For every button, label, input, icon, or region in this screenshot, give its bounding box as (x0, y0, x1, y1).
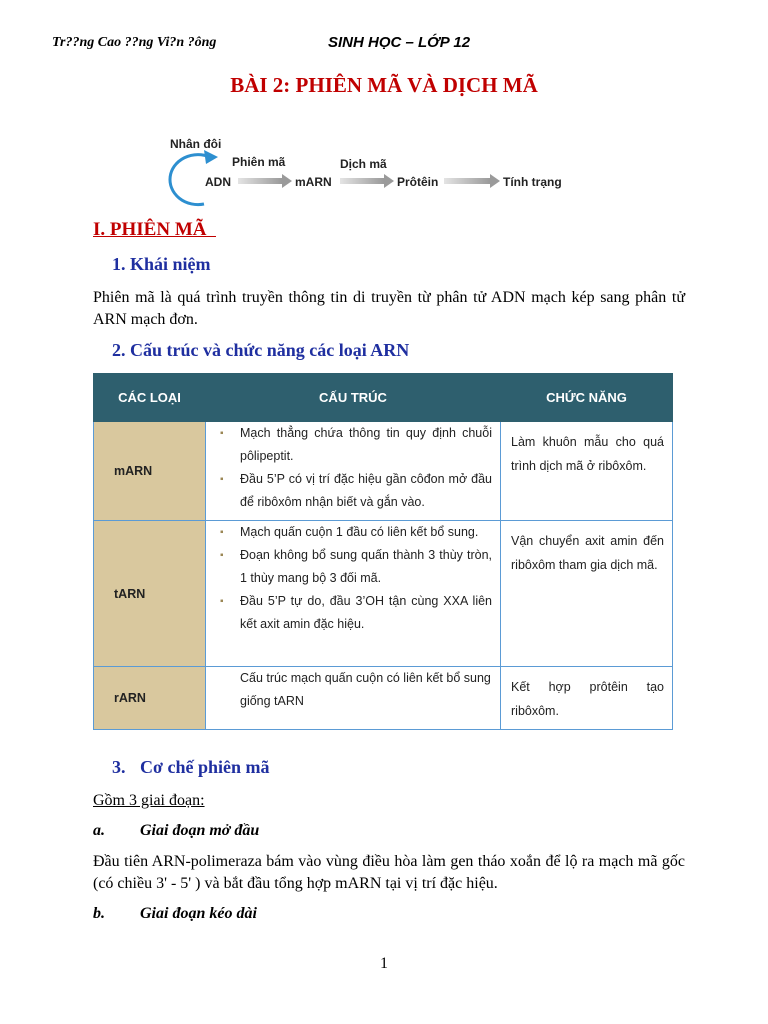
structure-bullet: ▪ Đầu 5’P có vị trí đặc hiệu gần côđon mở đầu để ribôxôm nhận biết và gắn vào. (240, 468, 492, 514)
structure-cell (206, 667, 501, 730)
type-cell: rARN (94, 667, 206, 730)
label-protein: Prôtêin (397, 175, 439, 189)
stage-b-label: b. (93, 905, 105, 922)
col-header-function: CHỨC NĂNG (501, 374, 673, 422)
col-header-type: CÁC LOẠI (94, 374, 206, 422)
arrow-dna-mrna (238, 174, 292, 188)
section-heading-transcription: I. PHIÊN MÃ (93, 219, 216, 240)
table-row (94, 667, 673, 730)
mechanism-heading: Cơ chế phiên mã (140, 757, 270, 777)
school-name: Tr??ng Cao ??ng Vi?n ?ông (52, 35, 217, 50)
label-dna: ADN (205, 175, 231, 189)
col-header-structure: CẤU TRÚC (206, 374, 501, 422)
arrow-mrna-protein (340, 174, 394, 188)
type-cell: mARN (94, 422, 206, 521)
structure-cell (206, 521, 501, 667)
function-cell: Làm khuôn mẫu cho quá trình dịch mã ở ribôxôm. (501, 422, 673, 521)
mechanism-number: 3. (112, 757, 126, 777)
label-transcription: Phiên mã (232, 155, 286, 169)
table-header-row (94, 374, 673, 422)
function-cell: Vận chuyển axit amin đến ribôxôm tham gia dịch mã. (501, 521, 673, 667)
stage-a-title: Giai đoạn mở đầu (140, 822, 260, 839)
function-cell: Kết hợp prôtêin tạo ribôxôm. (501, 667, 673, 730)
label-trait: Tính trạng (503, 175, 562, 189)
arn-table (93, 373, 673, 730)
stage-b-title: Giai đoạn kéo dài (140, 905, 257, 922)
stage-a-label: a. (93, 822, 105, 839)
table-row (94, 521, 673, 667)
concept-text: Phiên mã là quá trình truyền thông tin di truyền từ phân tử ADN mạch kép sang phân tử ARN mạch đơn. (93, 289, 685, 328)
arrow-protein-trait (444, 174, 500, 188)
stage-a-text: Đầu tiên ARN-polimeraza bám vào vùng điều hòa làm gen tháo xoắn để lộ ra mạch mã gốc (có chiều 3' - 5' ) và bắt đầu tổng hợp mARN tại vị trí đặc hiệu. (93, 853, 685, 892)
mechanism-intro: Gồm 3 giai đoạn: (93, 792, 205, 809)
concept-heading: 1. Khái niệm (112, 254, 211, 274)
structure-cell (206, 422, 501, 521)
label-replication: Nhân đôi (170, 137, 222, 151)
structure-bullet: ▪ Mạch quấn cuộn 1 đầu có liên kết bổ sung. (240, 521, 492, 544)
structure-bullet: ▪ Đoạn không bổ sung quấn thành 3 thùy tròn, 1 thùy mang bộ 3 đối mã. (240, 544, 492, 590)
label-mrna: mARN (295, 175, 332, 189)
lesson-title: BÀI 2: PHIÊN MÃ VÀ DỊCH MÃ (230, 73, 538, 97)
structure-bullet: ▪ Đầu 5’P tự do, đầu 3’OH tận cùng XXA liên kết axit amin đặc hiệu. (240, 590, 492, 636)
label-translation: Dịch mã (340, 157, 387, 171)
structure-bullet: ▪ Mạch thẳng chứa thông tin quy định chuỗi pôlipeptit. (240, 422, 492, 468)
structure-text: Cấu trúc mạch quấn cuộn có liên kết bổ sung giống tARN (240, 671, 491, 708)
table-row (94, 422, 673, 521)
structure-heading: 2. Cấu trúc và chức năng các loại ARN (112, 340, 410, 360)
subject-label: SINH HỌC – LỚP 12 (328, 34, 471, 51)
page-number: 1 (380, 955, 388, 972)
type-cell: tARN (94, 521, 206, 667)
central-dogma-diagram (160, 130, 580, 210)
